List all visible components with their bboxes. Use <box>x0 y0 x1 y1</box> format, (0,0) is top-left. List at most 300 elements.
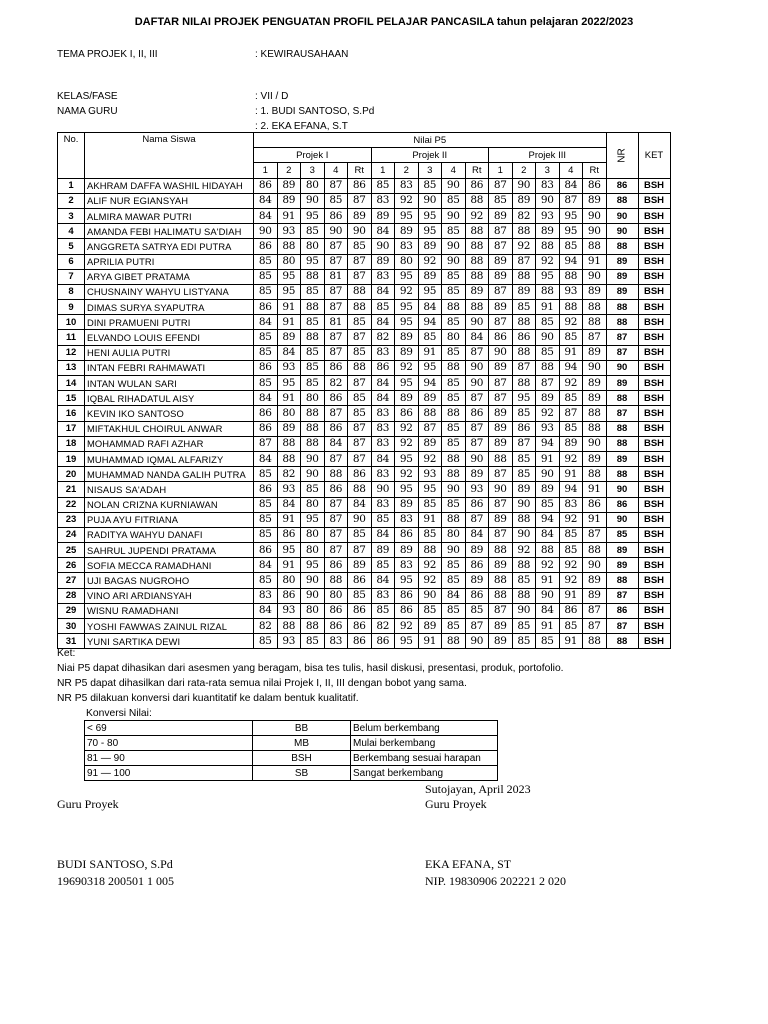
row-number: 25 <box>58 543 85 558</box>
score-cell: 86 <box>512 421 536 436</box>
score-cell: 88 <box>418 543 442 558</box>
score-cell: 88 <box>442 300 466 315</box>
score-cell: 90 <box>442 543 466 558</box>
konversi-code: MB <box>253 736 351 751</box>
score-cell: 91 <box>418 512 442 527</box>
student-name: MUHAMMAD NANDA GALIH PUTRA <box>85 467 254 482</box>
nr-value: 86 <box>606 178 638 193</box>
table-row <box>58 573 671 588</box>
ket-value: BSH <box>638 193 670 208</box>
score-cell: 89 <box>277 421 301 436</box>
row-number: 16 <box>58 406 85 421</box>
score-cell: 88 <box>489 543 513 558</box>
score-cell: 83 <box>371 193 395 208</box>
score-cell: 89 <box>583 573 607 588</box>
score-cell: 88 <box>418 406 442 421</box>
score-cell: 88 <box>301 619 325 634</box>
score-cell: 86 <box>254 406 278 421</box>
ket-value: BSH <box>638 573 670 588</box>
score-cell: 87 <box>324 512 348 527</box>
table-row <box>58 482 671 497</box>
score-cell: 86 <box>348 467 372 482</box>
student-name: SAHRUL JUPENDI PRATAMA <box>85 543 254 558</box>
score-cell: 89 <box>583 284 607 299</box>
score-cell: 90 <box>583 208 607 223</box>
score-cell: 85 <box>254 527 278 542</box>
student-name: CHUSNAINY WAHYU LISTYANA <box>85 284 254 299</box>
score-cell: 92 <box>536 558 560 573</box>
score-cell: 86 <box>395 406 419 421</box>
score-cell: 85 <box>254 254 278 269</box>
konversi-row <box>85 736 498 751</box>
sub-header-col: 1 <box>371 163 395 178</box>
score-cell: 86 <box>371 634 395 649</box>
score-cell: 89 <box>489 208 513 223</box>
score-cell: 84 <box>465 330 489 345</box>
score-cell: 88 <box>512 269 536 284</box>
score-cell: 92 <box>395 284 419 299</box>
row-number: 2 <box>58 193 85 208</box>
score-cell: 82 <box>277 467 301 482</box>
score-cell: 88 <box>536 284 560 299</box>
score-cell: 88 <box>465 254 489 269</box>
student-name: RADITYA WAHYU DANAFI <box>85 527 254 542</box>
score-cell: 86 <box>324 603 348 618</box>
score-cell: 88 <box>348 360 372 375</box>
row-number: 23 <box>58 512 85 527</box>
score-cell: 89 <box>512 193 536 208</box>
nr-value: 89 <box>606 284 638 299</box>
score-cell: 95 <box>277 284 301 299</box>
score-cell: 92 <box>418 573 442 588</box>
score-cell: 89 <box>371 254 395 269</box>
score-cell: 95 <box>559 224 583 239</box>
score-cell: 86 <box>324 391 348 406</box>
score-cell: 87 <box>489 315 513 330</box>
score-cell: 88 <box>348 300 372 315</box>
row-number: 12 <box>58 345 85 360</box>
row-number: 15 <box>58 391 85 406</box>
score-cell: 86 <box>583 178 607 193</box>
sub-header-col: 2 <box>277 163 301 178</box>
nr-value: 90 <box>606 208 638 223</box>
score-cell: 91 <box>277 300 301 315</box>
score-cell: 85 <box>559 619 583 634</box>
ket-value: BSH <box>638 421 670 436</box>
sub-header-col: 4 <box>324 163 348 178</box>
nr-value: 89 <box>606 543 638 558</box>
score-cell: 93 <box>418 467 442 482</box>
ket-value: BSH <box>638 527 670 542</box>
col-header-name: Nama Siswa <box>85 133 254 179</box>
score-cell: 88 <box>301 269 325 284</box>
score-cell: 86 <box>254 178 278 193</box>
row-number: 4 <box>58 224 85 239</box>
konversi-range: < 69 <box>85 721 253 736</box>
score-cell: 87 <box>583 527 607 542</box>
score-cell: 89 <box>371 208 395 223</box>
score-cell: 85 <box>254 497 278 512</box>
score-cell: 88 <box>348 284 372 299</box>
score-cell: 87 <box>559 406 583 421</box>
score-cell: 87 <box>324 254 348 269</box>
table-row <box>58 284 671 299</box>
score-cell: 86 <box>395 603 419 618</box>
score-cell: 85 <box>301 315 325 330</box>
score-cell: 83 <box>254 588 278 603</box>
score-cell: 92 <box>395 193 419 208</box>
score-cell: 83 <box>559 497 583 512</box>
guru-label: NAMA GURU <box>57 106 118 117</box>
table-row <box>58 619 671 634</box>
konversi-row <box>85 721 498 736</box>
score-cell: 81 <box>324 269 348 284</box>
score-cell: 83 <box>324 634 348 649</box>
score-cell: 90 <box>465 634 489 649</box>
score-cell: 85 <box>254 345 278 360</box>
score-cell: 86 <box>254 543 278 558</box>
score-cell: 87 <box>348 451 372 466</box>
projek-header: Projek II <box>371 148 489 163</box>
table-row <box>58 208 671 223</box>
score-cell: 95 <box>301 208 325 223</box>
table-row <box>58 543 671 558</box>
score-cell: 84 <box>536 527 560 542</box>
score-cell: 95 <box>395 269 419 284</box>
score-cell: 84 <box>371 451 395 466</box>
score-cell: 87 <box>489 391 513 406</box>
konversi-range: 91 — 100 <box>85 766 253 781</box>
grades-body <box>58 178 671 649</box>
score-cell: 89 <box>489 269 513 284</box>
score-cell: 87 <box>512 360 536 375</box>
ket-value: BSH <box>638 634 670 649</box>
score-cell: 83 <box>371 497 395 512</box>
score-cell: 86 <box>371 360 395 375</box>
student-name: NISAUS SA'ADAH <box>85 482 254 497</box>
score-cell: 88 <box>442 467 466 482</box>
score-cell: 86 <box>348 178 372 193</box>
score-cell: 85 <box>371 558 395 573</box>
score-cell: 87 <box>465 345 489 360</box>
score-cell: 95 <box>559 208 583 223</box>
score-cell: 91 <box>559 467 583 482</box>
ket-value: BSH <box>638 512 670 527</box>
score-cell: 91 <box>536 451 560 466</box>
score-cell: 85 <box>442 558 466 573</box>
score-cell: 95 <box>418 360 442 375</box>
score-cell: 85 <box>442 497 466 512</box>
score-cell: 82 <box>371 330 395 345</box>
score-cell: 86 <box>465 588 489 603</box>
score-cell: 83 <box>395 178 419 193</box>
score-cell: 89 <box>395 345 419 360</box>
score-cell: 92 <box>559 512 583 527</box>
score-cell: 89 <box>465 573 489 588</box>
score-cell: 86 <box>324 558 348 573</box>
score-cell: 87 <box>324 543 348 558</box>
left-role: Guru Proyek <box>57 797 119 811</box>
score-cell: 87 <box>348 436 372 451</box>
score-cell: 84 <box>371 315 395 330</box>
score-cell: 93 <box>277 360 301 375</box>
sub-header-col: 4 <box>559 163 583 178</box>
row-number: 9 <box>58 300 85 315</box>
score-cell: 95 <box>512 391 536 406</box>
score-cell: 89 <box>489 360 513 375</box>
score-cell: 92 <box>559 573 583 588</box>
score-cell: 90 <box>348 224 372 239</box>
score-cell: 90 <box>583 269 607 284</box>
score-cell: 87 <box>489 527 513 542</box>
sub-header-col: 3 <box>536 163 560 178</box>
score-cell: 91 <box>536 573 560 588</box>
score-cell: 87 <box>465 436 489 451</box>
table-row <box>58 330 671 345</box>
score-cell: 95 <box>395 300 419 315</box>
score-cell: 85 <box>442 315 466 330</box>
score-cell: 80 <box>442 330 466 345</box>
score-cell: 87 <box>465 391 489 406</box>
nr-value: 86 <box>606 497 638 512</box>
student-name: ELVANDO LOUIS EFENDI <box>85 330 254 345</box>
score-cell: 88 <box>583 634 607 649</box>
score-cell: 80 <box>277 254 301 269</box>
score-cell: 92 <box>559 376 583 391</box>
score-cell: 94 <box>559 482 583 497</box>
score-cell: 88 <box>583 543 607 558</box>
nr-value: 90 <box>606 224 638 239</box>
score-cell: 87 <box>324 527 348 542</box>
score-cell: 85 <box>442 284 466 299</box>
score-cell: 83 <box>371 436 395 451</box>
score-cell: 87 <box>324 300 348 315</box>
score-cell: 83 <box>395 239 419 254</box>
score-cell: 91 <box>277 208 301 223</box>
score-cell: 95 <box>418 224 442 239</box>
score-cell: 88 <box>559 269 583 284</box>
score-cell: 90 <box>442 482 466 497</box>
score-cell: 84 <box>418 300 442 315</box>
score-cell: 92 <box>418 451 442 466</box>
student-name: HENI AULIA PUTRI <box>85 345 254 360</box>
nr-value: 88 <box>606 436 638 451</box>
score-cell: 86 <box>465 497 489 512</box>
table-row <box>58 527 671 542</box>
score-cell: 90 <box>536 588 560 603</box>
score-cell: 90 <box>465 451 489 466</box>
score-cell: 84 <box>254 451 278 466</box>
ket-value: BSH <box>638 208 670 223</box>
tema-value: : KEWIRAUSAHAAN <box>255 49 349 60</box>
score-cell: 88 <box>489 573 513 588</box>
score-cell: 85 <box>536 315 560 330</box>
score-cell: 85 <box>512 619 536 634</box>
score-cell: 92 <box>512 543 536 558</box>
ket-value: BSH <box>638 315 670 330</box>
score-cell: 88 <box>512 588 536 603</box>
row-number: 20 <box>58 467 85 482</box>
score-cell: 87 <box>489 376 513 391</box>
score-cell: 90 <box>371 482 395 497</box>
table-row <box>58 406 671 421</box>
score-cell: 88 <box>583 467 607 482</box>
left-signer-nip: 19690318 200501 1 005 <box>57 874 174 888</box>
score-cell: 80 <box>442 527 466 542</box>
score-cell: 88 <box>512 512 536 527</box>
score-cell: 86 <box>254 421 278 436</box>
score-cell: 83 <box>371 406 395 421</box>
score-cell: 88 <box>301 421 325 436</box>
student-name: DIMAS SURYA SYAPUTRA <box>85 300 254 315</box>
row-number: 3 <box>58 208 85 223</box>
nr-value: 88 <box>606 300 638 315</box>
score-cell: 84 <box>254 315 278 330</box>
score-cell: 88 <box>348 482 372 497</box>
notes-ket: Ket: <box>57 648 76 659</box>
nr-value: 89 <box>606 451 638 466</box>
score-cell: 90 <box>536 193 560 208</box>
score-cell: 91 <box>559 588 583 603</box>
score-cell: 85 <box>536 634 560 649</box>
score-cell: 95 <box>301 512 325 527</box>
konversi-table <box>84 720 498 781</box>
score-cell: 90 <box>324 224 348 239</box>
score-cell: 83 <box>371 588 395 603</box>
sub-header-rt: Rt <box>465 163 489 178</box>
table-row <box>58 421 671 436</box>
score-cell: 85 <box>348 391 372 406</box>
nr-value: 89 <box>606 254 638 269</box>
score-cell: 95 <box>277 376 301 391</box>
nr-value: 88 <box>606 467 638 482</box>
score-cell: 87 <box>465 512 489 527</box>
student-name: APRILIA PUTRI <box>85 254 254 269</box>
row-number: 8 <box>58 284 85 299</box>
score-cell: 91 <box>536 300 560 315</box>
score-cell: 88 <box>489 588 513 603</box>
sub-header-col: 1 <box>489 163 513 178</box>
table-row <box>58 315 671 330</box>
score-cell: 89 <box>395 543 419 558</box>
score-cell: 87 <box>324 284 348 299</box>
score-cell: 86 <box>395 588 419 603</box>
score-cell: 81 <box>324 315 348 330</box>
score-cell: 85 <box>418 497 442 512</box>
score-cell: 88 <box>489 451 513 466</box>
score-cell: 83 <box>371 345 395 360</box>
score-cell: 86 <box>324 619 348 634</box>
score-cell: 84 <box>371 527 395 542</box>
ket-value: BSH <box>638 543 670 558</box>
nr-value: 85 <box>606 527 638 542</box>
score-cell: 90 <box>512 178 536 193</box>
col-header-ket: KET <box>638 133 670 179</box>
score-cell: 88 <box>465 193 489 208</box>
table-row <box>58 224 671 239</box>
score-cell: 90 <box>512 497 536 512</box>
score-cell: 89 <box>418 391 442 406</box>
score-cell: 89 <box>583 451 607 466</box>
score-cell: 85 <box>512 451 536 466</box>
score-cell: 88 <box>465 239 489 254</box>
student-name: MOHAMMAD RAFI AZHAR <box>85 436 254 451</box>
score-cell: 88 <box>536 239 560 254</box>
score-cell: 86 <box>324 360 348 375</box>
score-cell: 85 <box>301 224 325 239</box>
table-row <box>58 603 671 618</box>
score-cell: 86 <box>254 239 278 254</box>
row-number: 18 <box>58 436 85 451</box>
document-title: DAFTAR NILAI PROJEK PENGUATAN PROFIL PELAJAR PANCASILA tahun pelajaran 2022/2023 <box>134 16 634 28</box>
score-cell: 87 <box>348 421 372 436</box>
student-name: INTAN FEBRI RAHMAWATI <box>85 360 254 375</box>
student-name: WISNU RAMADHANI <box>85 603 254 618</box>
score-cell: 85 <box>442 269 466 284</box>
score-cell: 90 <box>442 239 466 254</box>
notes-line-3: NR P5 dilakuan konversi dari kuantitatif ke dalam bentuk kualitatif. <box>57 693 359 704</box>
score-cell: 85 <box>254 634 278 649</box>
score-cell: 85 <box>371 178 395 193</box>
row-number: 13 <box>58 360 85 375</box>
score-cell: 91 <box>418 634 442 649</box>
row-number: 21 <box>58 482 85 497</box>
score-cell: 88 <box>536 360 560 375</box>
score-cell: 95 <box>395 573 419 588</box>
student-name: YUNI SARTIKA DEWI <box>85 634 254 649</box>
score-cell: 89 <box>489 634 513 649</box>
table-row <box>58 178 671 193</box>
score-cell: 92 <box>418 558 442 573</box>
score-cell: 89 <box>583 345 607 360</box>
score-cell: 90 <box>583 224 607 239</box>
guru-value-1: : 1. BUDI SANTOSO, S.Pd <box>255 106 375 117</box>
score-cell: 85 <box>418 178 442 193</box>
ket-value: BSH <box>638 178 670 193</box>
score-cell: 85 <box>418 603 442 618</box>
score-cell: 92 <box>395 360 419 375</box>
nr-value: 89 <box>606 376 638 391</box>
score-cell: 87 <box>489 467 513 482</box>
score-cell: 85 <box>442 376 466 391</box>
score-cell: 85 <box>465 603 489 618</box>
row-number: 6 <box>58 254 85 269</box>
score-cell: 89 <box>277 330 301 345</box>
score-cell: 85 <box>442 421 466 436</box>
score-cell: 85 <box>254 376 278 391</box>
score-cell: 87 <box>489 178 513 193</box>
row-number: 14 <box>58 376 85 391</box>
score-cell: 80 <box>301 391 325 406</box>
score-cell: 85 <box>442 193 466 208</box>
ket-value: BSH <box>638 269 670 284</box>
score-cell: 89 <box>395 497 419 512</box>
ket-value: BSH <box>638 482 670 497</box>
score-cell: 87 <box>324 178 348 193</box>
score-cell: 91 <box>559 634 583 649</box>
score-cell: 84 <box>371 224 395 239</box>
score-cell: 90 <box>301 467 325 482</box>
nr-value: 87 <box>606 406 638 421</box>
score-cell: 85 <box>442 573 466 588</box>
table-row <box>58 254 671 269</box>
score-cell: 84 <box>442 588 466 603</box>
nr-value: 90 <box>606 360 638 375</box>
student-name: ANGGRETA SATRYA EDI PUTRA <box>85 239 254 254</box>
score-cell: 89 <box>512 284 536 299</box>
score-cell: 87 <box>489 224 513 239</box>
score-cell: 85 <box>301 634 325 649</box>
